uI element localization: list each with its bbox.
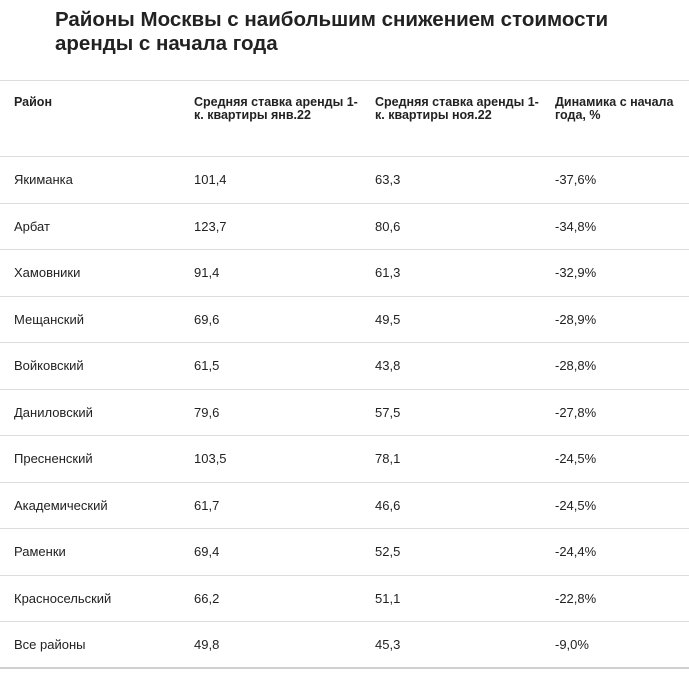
district-cell: Войковский bbox=[14, 358, 84, 374]
change-cell: -28,9% bbox=[555, 311, 597, 327]
rate-nov-cell: 52,5 bbox=[375, 544, 401, 560]
district-cell: Академический bbox=[14, 497, 108, 513]
change-cell: -9,0% bbox=[555, 636, 589, 652]
rate-jan-cell: 49,8 bbox=[194, 636, 220, 652]
district-cell: Хамовники bbox=[14, 265, 81, 281]
table-body bbox=[0, 157, 689, 669]
table-row bbox=[0, 157, 689, 204]
table-row bbox=[0, 436, 689, 483]
table-row bbox=[0, 576, 689, 623]
table-row bbox=[0, 297, 689, 344]
district-cell: Раменки bbox=[14, 544, 66, 560]
change-cell: -24,4% bbox=[555, 544, 597, 560]
column-header-change: Динамика с начала года, % bbox=[555, 95, 674, 122]
table-row bbox=[0, 529, 689, 576]
district-cell: Красносельский bbox=[14, 590, 112, 606]
page-title: Районы Москвы с наибольшим снижением стоимости аренды с начала года bbox=[55, 8, 609, 55]
rate-nov-cell: 46,6 bbox=[375, 497, 401, 513]
table-row bbox=[0, 622, 689, 669]
rate-nov-cell: 51,1 bbox=[375, 590, 401, 606]
table-row bbox=[0, 483, 689, 530]
change-cell: -24,5% bbox=[555, 497, 597, 513]
change-cell: -22,8% bbox=[555, 590, 597, 606]
rate-jan-cell: 61,5 bbox=[194, 358, 220, 374]
table-row bbox=[0, 343, 689, 390]
column-header-district: Район bbox=[14, 95, 52, 109]
rate-jan-cell: 101,4 bbox=[194, 172, 227, 188]
rate-nov-cell: 49,5 bbox=[375, 311, 401, 327]
district-cell: Мещанский bbox=[14, 311, 85, 327]
rate-nov-cell: 63,3 bbox=[375, 172, 401, 188]
rate-nov-cell: 57,5 bbox=[375, 404, 401, 420]
change-cell: -24,5% bbox=[555, 451, 597, 467]
change-cell: -27,8% bbox=[555, 404, 597, 420]
change-cell: -32,9% bbox=[555, 265, 597, 281]
rate-nov-cell: 61,3 bbox=[375, 265, 401, 281]
rate-jan-cell: 91,4 bbox=[194, 265, 220, 281]
district-cell: Пресненский bbox=[14, 451, 93, 467]
rent-table bbox=[0, 80, 689, 669]
table-header-row bbox=[0, 81, 689, 157]
table-row bbox=[0, 250, 689, 297]
rate-jan-cell: 79,6 bbox=[194, 404, 220, 420]
rate-jan-cell: 69,6 bbox=[194, 311, 220, 327]
district-cell: Якиманка bbox=[14, 172, 73, 188]
rate-jan-cell: 66,2 bbox=[194, 590, 220, 606]
rate-nov-cell: 45,3 bbox=[375, 636, 401, 652]
rate-jan-cell: 103,5 bbox=[194, 451, 227, 467]
column-header-rate-jan: Средняя ставка аренды 1-к. квартиры янв.22 bbox=[194, 95, 358, 122]
change-cell: -37,6% bbox=[555, 172, 597, 188]
district-cell: Арбат bbox=[14, 218, 50, 234]
rate-jan-cell: 61,7 bbox=[194, 497, 220, 513]
rate-nov-cell: 43,8 bbox=[375, 358, 401, 374]
rate-jan-cell: 69,4 bbox=[194, 544, 220, 560]
change-cell: -34,8% bbox=[555, 218, 597, 234]
district-cell: Даниловский bbox=[14, 404, 93, 420]
column-header-rate-nov: Средняя ставка аренды 1-к. квартиры ноя.22 bbox=[375, 95, 539, 122]
rate-nov-cell: 80,6 bbox=[375, 218, 401, 234]
rate-nov-cell: 78,1 bbox=[375, 451, 401, 467]
change-cell: -28,8% bbox=[555, 358, 597, 374]
table-row bbox=[0, 204, 689, 251]
district-cell: Все районы bbox=[14, 636, 86, 652]
table-row bbox=[0, 390, 689, 437]
rate-jan-cell: 123,7 bbox=[194, 218, 227, 234]
